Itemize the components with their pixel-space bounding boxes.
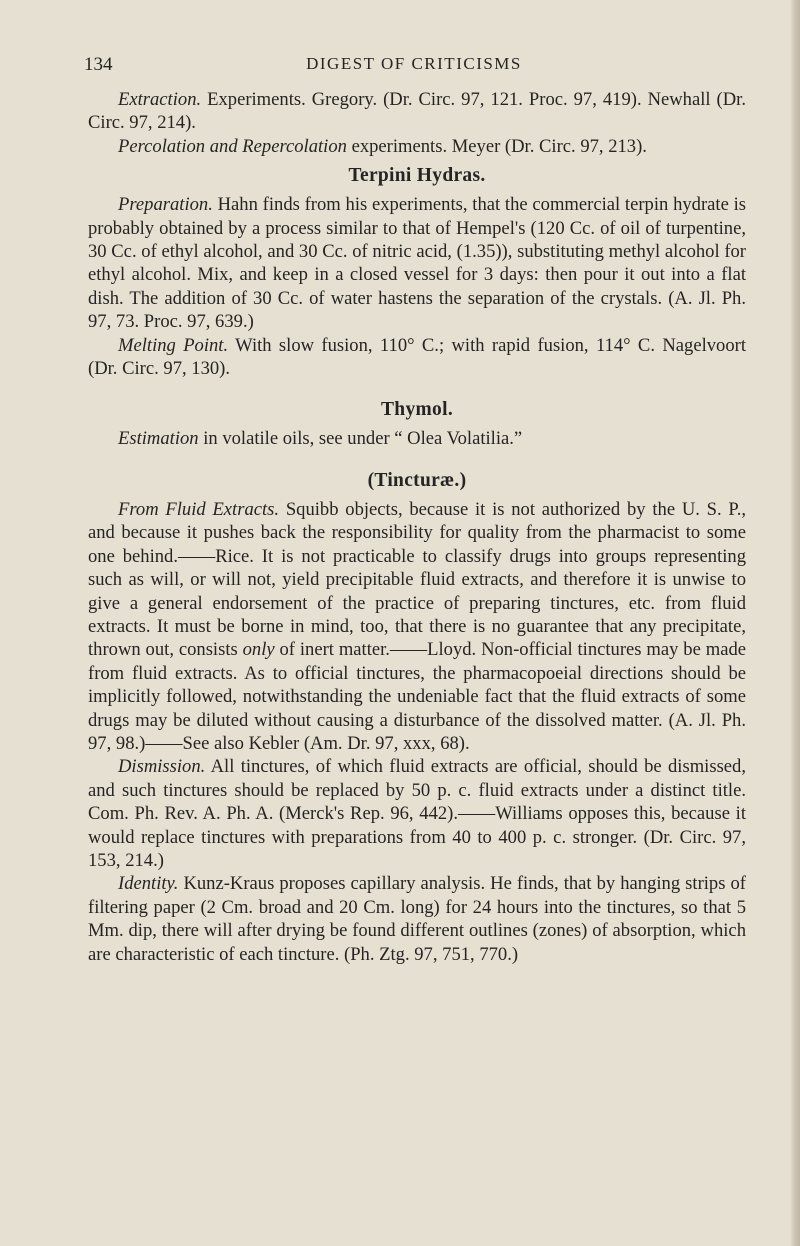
entry-label-preparation: Preparation. [118, 194, 213, 216]
heading-thymol: Thymol. [381, 399, 453, 421]
paragraph-estimation [88, 427, 746, 450]
heading-terpini-hydras: Terpini Hydras. [348, 165, 486, 187]
entry-text-melting-point: With slow fusion, 110° C.; with rapid fusion, 114° C. Nagelvoort (Dr. Circ. 97, 130). [88, 334, 746, 380]
paragraph-extraction [88, 88, 746, 135]
entry-label-extraction: Extraction. [118, 89, 202, 110]
entry-text-identity: Kunz-Kraus proposes capillary analysis. He finds, that by hanging strips of filtering paper (2 Cm. broad and 20 Cm. long) for 24 hours into the tinctures, so that 5 Mm. dip, there will after drying be found different outlines (zones) of absorption, which are characteristic of each tincture. (Ph. Ztg. 97, 751, 770.) [88, 873, 746, 965]
page-edge-shadow [790, 0, 800, 1246]
entry-text-preparation: Hahn finds from his experiments, that the commercial terpin hydrate is probably obtained by a process similar to that of Hempel's (120 Cc. of oil of turpentine, 30 Cc. of ethyl alcohol, and 30 Cc. of nitric acid, (1.35)), substituting methyl alcohol for ethyl alcohol. Mix, and keep in a closed vessel for 3 days: then pour it out into a flat dish. The addition of 30 Cc. of water hastens the separation of the crystals. (A. Jl. Ph. 97, 73. Proc. 97, 639.) [88, 194, 746, 333]
emphasis-only: only [242, 639, 275, 661]
paragraph-dismission [88, 755, 746, 872]
entry-label-fluid-extracts: From Fluid Extracts. [118, 498, 280, 520]
entry-text-fluid-extracts-1: Squibb objects, because it is not authorized by the U. S. P., and because it pushes back the responsibility for quality from the pharmacist to some one behind.——Rice. It is not practicable to classify drugs into groups representing such as will, or will not, yield precipitable fluid extracts, and therefore it is unwise to give a general endorsement of the practice of preparing tinctures, etc. from fluid extracts. It must be borne in mind, too, that there is no guarantee that any precipitate, thrown out, consists [88, 498, 747, 661]
paragraph-percolation [88, 135, 746, 158]
entry-text-extraction: Experiments. Gregory. (Dr. Circ. 97, 121. Proc. 97, 419). Newhall (Dr. Circ. 97, 214). [88, 89, 746, 134]
paragraph-preparation [88, 193, 746, 333]
entry-label-dismission: Dismission. [118, 756, 206, 778]
entry-label-melting-point: Melting Point. [118, 334, 229, 356]
running-head [84, 54, 744, 78]
page-number: 134 [84, 54, 113, 75]
page-body [88, 88, 746, 966]
paragraph-fluid-extracts [88, 498, 746, 755]
entry-text-fluid-extracts-2: of inert matter.——Lloyd. Non-official tinctures may be made from fluid extracts. As to official tinctures, the pharmacopoeial directions should be implicitly followed, notwithstanding the undeniable fact that the fluid extracts of some drugs may be diluted without causing a disturbance of the dissolved matter. (A. Jl. Ph. 97, 98.)——See also Kebler (Am. Dr. 97, xxx, 68). [88, 639, 746, 754]
paragraph-melting-point [88, 334, 746, 381]
entry-label-identity: Identity. [118, 873, 179, 895]
entry-label-percolation: Percolation and Repercolation [118, 135, 347, 157]
heading-tincturae: (Tincturæ.) [367, 469, 467, 491]
entry-label-estimation: Estimation [118, 428, 199, 450]
entry-text-percolation: experiments. Meyer (Dr. Circ. 97, 213). [346, 135, 647, 157]
entry-text-estimation: in volatile oils, see under “ Olea Volatilia.” [198, 428, 523, 450]
running-title: DIGEST OF CRITICISMS [306, 54, 522, 73]
entry-text-dismission: All tinctures, of which fluid extracts are official, should be dismissed, and such tinctures should be replaced by 50 p. c. fluid extracts under a distinct title. Com. Ph. Rev. A. Ph. A. (Merck's Rep. 96, 442).——Williams opposes this, because it would replace tinctures with preparations from 40 to 400 p. c. stronger. (Dr. Circ. 97, 153, 214.) [88, 756, 746, 871]
paragraph-identity [88, 872, 746, 966]
